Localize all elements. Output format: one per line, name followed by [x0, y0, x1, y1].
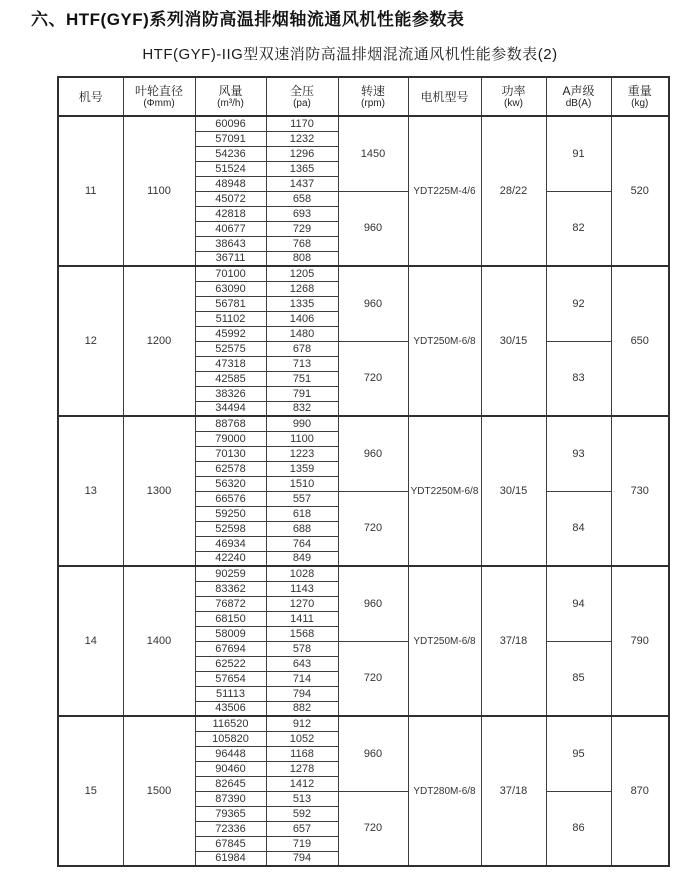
air-flow-cell: 70130 [195, 446, 266, 461]
air-flow-cell: 47318 [195, 356, 266, 371]
air-flow-cell: 52598 [195, 521, 266, 536]
header-noise-level [546, 77, 611, 116]
header-unit: (m³/h) [217, 97, 244, 109]
speed-high-cell: 960 [338, 566, 408, 641]
speed-high-cell: 960 [338, 266, 408, 341]
fan-table-body [58, 116, 669, 866]
header-unit: (pa) [293, 97, 311, 109]
motor-model-cell: YDT250M-6/8 [408, 266, 481, 416]
total-pressure-cell: 808 [266, 251, 338, 266]
air-flow-cell: 38643 [195, 236, 266, 251]
header-unit: (rpm) [361, 97, 385, 109]
speed-low-cell: 720 [338, 641, 408, 716]
air-flow-cell: 51524 [195, 161, 266, 176]
air-flow-cell: 38326 [195, 386, 266, 401]
air-flow-cell: 70100 [195, 266, 266, 281]
total-pressure-cell: 1268 [266, 281, 338, 296]
impeller-diameter-cell: 1100 [123, 116, 195, 266]
air-flow-cell: 62522 [195, 656, 266, 671]
impeller-diameter-cell: 1500 [123, 716, 195, 866]
air-flow-cell: 63090 [195, 281, 266, 296]
air-flow-cell: 52575 [195, 341, 266, 356]
machine-no-cell: 11 [58, 116, 123, 266]
total-pressure-cell: 1270 [266, 596, 338, 611]
air-flow-cell: 72336 [195, 821, 266, 836]
total-pressure-cell: 578 [266, 641, 338, 656]
total-pressure-cell: 657 [266, 821, 338, 836]
noise-high-cell: 93 [546, 416, 611, 491]
total-pressure-cell: 729 [266, 221, 338, 236]
air-flow-cell: 46934 [195, 536, 266, 551]
machine-no-cell: 12 [58, 266, 123, 416]
noise-high-cell: 91 [546, 116, 611, 191]
machine-no-cell: 14 [58, 566, 123, 716]
total-pressure-cell: 794 [266, 686, 338, 701]
header-label: 机号 [78, 89, 103, 104]
weight-cell: 520 [611, 116, 669, 266]
header-motor-model [408, 77, 481, 116]
header-machine-no [58, 77, 123, 116]
air-flow-cell: 43506 [195, 701, 266, 716]
table-row [58, 566, 669, 581]
table-row [58, 416, 669, 431]
total-pressure-cell: 849 [266, 551, 338, 566]
total-pressure-cell: 1437 [266, 176, 338, 191]
table-header [58, 77, 669, 116]
total-pressure-cell: 1100 [266, 431, 338, 446]
header-label: 全压 [289, 83, 314, 98]
noise-high-cell: 94 [546, 566, 611, 641]
motor-model-cell: YDT280M-6/8 [408, 716, 481, 866]
total-pressure-cell: 1480 [266, 326, 338, 341]
header-impeller-diameter [123, 77, 195, 116]
total-pressure-cell: 513 [266, 791, 338, 806]
power-cell: 30/15 [481, 416, 546, 566]
motor-model-cell: YDT225M-4/6 [408, 116, 481, 266]
total-pressure-cell: 791 [266, 386, 338, 401]
air-flow-cell: 56781 [195, 296, 266, 311]
table-subtitle: HTF(GYF)-IIG型双速消防高温排烟混流通风机性能参数表(2) [142, 46, 558, 63]
air-flow-cell: 60096 [195, 116, 266, 131]
air-flow-cell: 36711 [195, 251, 266, 266]
air-flow-cell: 45072 [195, 191, 266, 206]
header-label: A声级 [562, 83, 595, 98]
air-flow-cell: 56320 [195, 476, 266, 491]
noise-high-cell: 95 [546, 716, 611, 791]
total-pressure-cell: 678 [266, 341, 338, 356]
header-weight [611, 77, 669, 116]
table-row [58, 716, 669, 731]
header-unit: (kw) [504, 97, 523, 109]
total-pressure-cell: 719 [266, 836, 338, 851]
speed-low-cell: 720 [338, 341, 408, 416]
header-label: 重量 [627, 83, 652, 98]
fan-performance-table [57, 76, 670, 867]
air-flow-cell: 61984 [195, 851, 266, 866]
total-pressure-cell: 643 [266, 656, 338, 671]
header-label: 电机型号 [420, 89, 469, 104]
total-pressure-cell: 1278 [266, 761, 338, 776]
header-row [58, 77, 669, 116]
air-flow-cell: 79000 [195, 431, 266, 446]
total-pressure-cell: 688 [266, 521, 338, 536]
weight-cell: 650 [611, 266, 669, 416]
impeller-diameter-cell: 1300 [123, 416, 195, 566]
total-pressure-cell: 1412 [266, 776, 338, 791]
header-air-flow [195, 77, 266, 116]
noise-low-cell: 85 [546, 641, 611, 716]
motor-model-cell: YDT2250M-6/8 [408, 416, 481, 566]
speed-low-cell: 720 [338, 491, 408, 566]
total-pressure-cell: 714 [266, 671, 338, 686]
air-flow-cell: 90460 [195, 761, 266, 776]
air-flow-cell: 62578 [195, 461, 266, 476]
total-pressure-cell: 1510 [266, 476, 338, 491]
total-pressure-cell: 832 [266, 401, 338, 416]
noise-low-cell: 83 [546, 341, 611, 416]
motor-model-cell: YDT250M-6/8 [408, 566, 481, 716]
header-total-pressure [266, 77, 338, 116]
air-flow-cell: 90259 [195, 566, 266, 581]
air-flow-cell: 58009 [195, 626, 266, 641]
air-flow-cell: 42240 [195, 551, 266, 566]
total-pressure-cell: 713 [266, 356, 338, 371]
air-flow-cell: 68150 [195, 611, 266, 626]
weight-cell: 790 [611, 566, 669, 716]
total-pressure-cell: 1052 [266, 731, 338, 746]
total-pressure-cell: 882 [266, 701, 338, 716]
total-pressure-cell: 1232 [266, 131, 338, 146]
power-cell: 37/18 [481, 566, 546, 716]
speed-high-cell: 1450 [338, 116, 408, 191]
weight-cell: 870 [611, 716, 669, 866]
header-label: 功率 [501, 83, 526, 98]
total-pressure-cell: 751 [266, 371, 338, 386]
air-flow-cell: 42585 [195, 371, 266, 386]
total-pressure-cell: 1296 [266, 146, 338, 161]
total-pressure-cell: 912 [266, 716, 338, 731]
total-pressure-cell: 990 [266, 416, 338, 431]
speed-high-cell: 960 [338, 716, 408, 791]
power-cell: 28/22 [481, 116, 546, 266]
air-flow-cell: 40677 [195, 221, 266, 236]
machine-no-cell: 15 [58, 716, 123, 866]
total-pressure-cell: 1143 [266, 581, 338, 596]
header-unit: dB(A) [565, 97, 592, 109]
total-pressure-cell: 658 [266, 191, 338, 206]
speed-low-cell: 960 [338, 191, 408, 266]
machine-no-cell: 13 [58, 416, 123, 566]
air-flow-cell: 116520 [195, 716, 266, 731]
air-flow-cell: 54236 [195, 146, 266, 161]
power-cell: 30/15 [481, 266, 546, 416]
total-pressure-cell: 1359 [266, 461, 338, 476]
air-flow-cell: 67845 [195, 836, 266, 851]
air-flow-cell: 67694 [195, 641, 266, 656]
header-unit: (kg) [631, 97, 649, 109]
air-flow-cell: 51113 [195, 686, 266, 701]
total-pressure-cell: 1168 [266, 746, 338, 761]
total-pressure-cell: 1170 [266, 116, 338, 131]
header-label: 风量 [218, 83, 243, 98]
total-pressure-cell: 1205 [266, 266, 338, 281]
air-flow-cell: 45992 [195, 326, 266, 341]
air-flow-cell: 83362 [195, 581, 266, 596]
air-flow-cell: 88768 [195, 416, 266, 431]
total-pressure-cell: 1406 [266, 311, 338, 326]
air-flow-cell: 87390 [195, 791, 266, 806]
total-pressure-cell: 794 [266, 851, 338, 866]
speed-low-cell: 720 [338, 791, 408, 866]
power-cell: 37/18 [481, 716, 546, 866]
total-pressure-cell: 1223 [266, 446, 338, 461]
noise-low-cell: 84 [546, 491, 611, 566]
total-pressure-cell: 1365 [266, 161, 338, 176]
impeller-diameter-cell: 1200 [123, 266, 195, 416]
total-pressure-cell: 1028 [266, 566, 338, 581]
header-speed [338, 77, 408, 116]
air-flow-cell: 79365 [195, 806, 266, 821]
total-pressure-cell: 1568 [266, 626, 338, 641]
speed-high-cell: 960 [338, 416, 408, 491]
air-flow-cell: 57091 [195, 131, 266, 146]
noise-low-cell: 82 [546, 191, 611, 266]
air-flow-cell: 105820 [195, 731, 266, 746]
total-pressure-cell: 1335 [266, 296, 338, 311]
air-flow-cell: 96448 [195, 746, 266, 761]
air-flow-cell: 59250 [195, 506, 266, 521]
weight-cell: 730 [611, 416, 669, 566]
noise-high-cell: 92 [546, 266, 611, 341]
air-flow-cell: 34494 [195, 401, 266, 416]
air-flow-cell: 51102 [195, 311, 266, 326]
total-pressure-cell: 557 [266, 491, 338, 506]
total-pressure-cell: 768 [266, 236, 338, 251]
header-label: 叶轮直径 [134, 83, 183, 98]
header-label: 转速 [360, 83, 385, 98]
page-title: 六、HTF(GYF)系列消防高温排烟轴流通风机性能参数表 [31, 10, 465, 29]
noise-low-cell: 86 [546, 791, 611, 866]
total-pressure-cell: 592 [266, 806, 338, 821]
air-flow-cell: 82645 [195, 776, 266, 791]
air-flow-cell: 42818 [195, 206, 266, 221]
total-pressure-cell: 618 [266, 506, 338, 521]
table-row [58, 116, 669, 131]
header-power [481, 77, 546, 116]
header-unit: (Φmm) [143, 97, 175, 109]
air-flow-cell: 57654 [195, 671, 266, 686]
impeller-diameter-cell: 1400 [123, 566, 195, 716]
air-flow-cell: 66576 [195, 491, 266, 506]
table-row [58, 266, 669, 281]
air-flow-cell: 48948 [195, 176, 266, 191]
total-pressure-cell: 693 [266, 206, 338, 221]
total-pressure-cell: 1411 [266, 611, 338, 626]
total-pressure-cell: 764 [266, 536, 338, 551]
air-flow-cell: 76872 [195, 596, 266, 611]
